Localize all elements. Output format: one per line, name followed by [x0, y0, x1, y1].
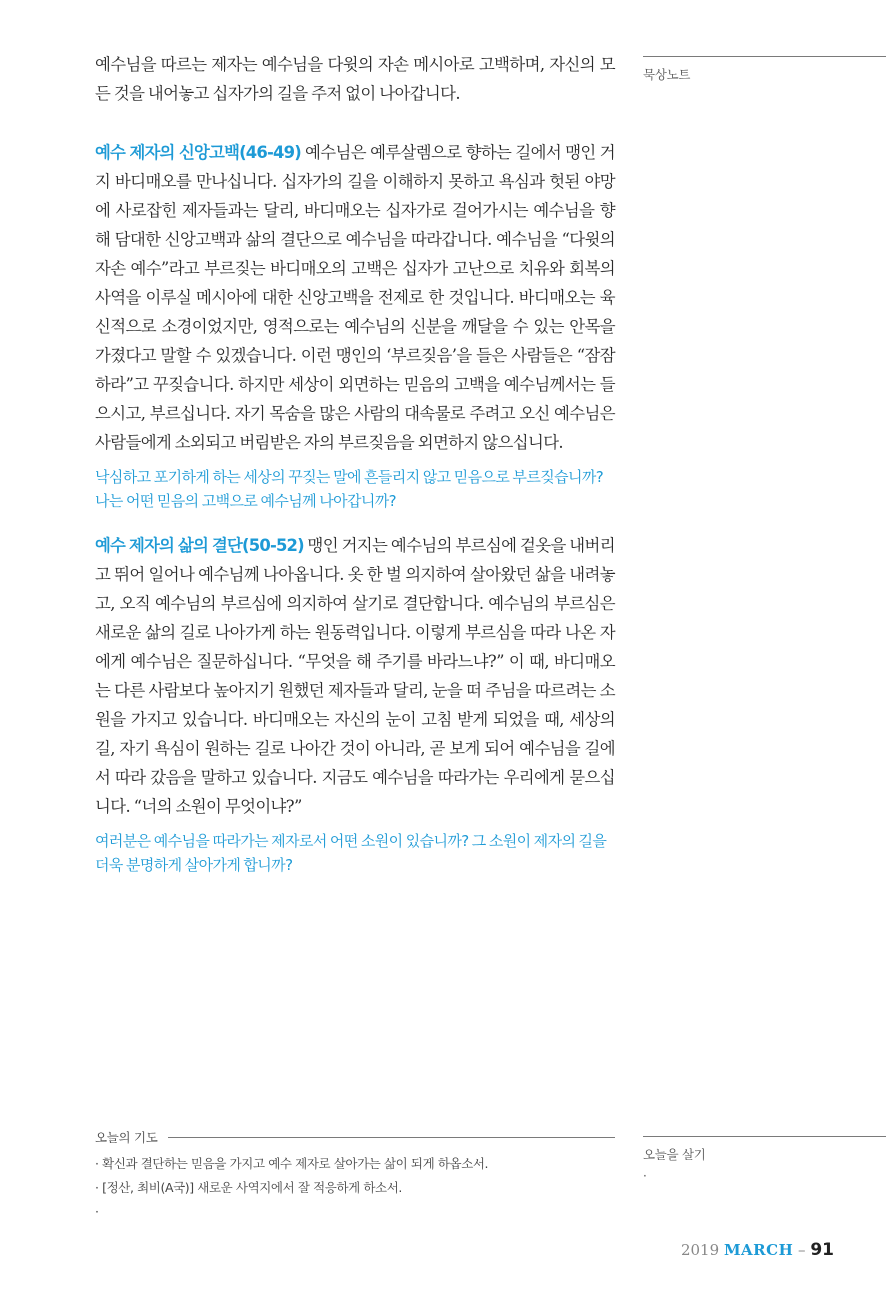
living-today-bullet: · [643, 1169, 647, 1183]
living-today-label: 오늘을 살기 [643, 1147, 706, 1162]
prayer-line-3: · [95, 1204, 99, 1219]
footer-dash: – [798, 1241, 806, 1259]
section1-question: 낙심하고 포기하게 하는 세상의 꾸짖는 말에 흔들리지 않고 믿음으로 부르짖습니까? 나는 어떤 믿음의 고백으로 예수님께 나아갑니까? [95, 468, 604, 510]
section2-text: 맹인 거지는 예수님의 부르심에 겉옷을 내버리고 뛰어 일어나 예수님께 나아옵니다. 옷 한 벌 의지하여 살아왔던 삶을 내려놓고, 오직 예수님의 부르심에 의지하여 살기로 결단합니다. 예수님의 부르심은 새로운 삶의 길로 나아가게 하는 원동력입니다. 이렇게 부르심을 따라 나온 자에게 예수님은 질문하십니다. “무엇을 해 주기를 바라느냐?” 이 때, 바디매오는 다른 사람보다 높아지기 원했던 제자들과 달리, 눈을 떠 주님을 따르려는 소원을 가지고 있습니다. 바디매오는 자신의 눈이 고침 받게 되었을 때, 세상의 길, 자기 욕심이 원하는 길로 나아간 것이 아니라, 곧 보게 되어 예수님을 길에서 따라 갔음을 말하고 있습니다. 지금도 예수님을 따라가는 우리에게 묻으십니다. “너의 소원이 무엇이냐?” [95, 536, 616, 816]
prayer-line-1: · 확신과 결단하는 믿음을 가지고 예수 제자로 살아가는 삶이 되게 하옵소서. [95, 1156, 489, 1171]
prayer-label: 오늘의 기도 [95, 1130, 158, 1145]
section1-text: 예수님은 예루살렘으로 향하는 길에서 맹인 거지 바디매오를 만나십니다. 십자가의 길을 이해하지 못하고 욕심과 헛된 야망에 사로잡힌 제자들과는 달리, 바디매오는 십자가로 걸어가시는 예수님을 향해 담대한 신앙고백과 삶의 결단으로 예수님을 따라갑니다. 예수님을 “다윗의 자손 예수”라고 부르짖는 바디매오의 고백은 십자가 고난으로 치유와 회복의 사역을 이루실 메시아에 대한 신앙고백을 전제로 한 것입니다. 바디매오는 육신적으로 소경이었지만, 영적으로는 예수님의 신분을 깨달을 수 있는 안목을 가졌다고 말할 수 있겠습니다. 이런 맹인의 ‘부르짖음’을 들은 사람들은 “잠잠하라”고 꾸짖습니다. 하지만 세상이 외면하는 믿음의 고백을 예수님께서는 들으시고, 부르십니다. 자기 목숨을 많은 사람의 대속물로 주려고 오신 예수님은 사람들에게 소외되고 버림받은 자의 부르짖음을 외면하지 않으십니다. [95, 143, 616, 452]
page-footer [681, 1240, 834, 1260]
meditation-note-label: 묵상노트 [643, 67, 691, 82]
section1-paragraph [95, 138, 615, 457]
meditation-note-rule [643, 56, 886, 57]
living-today-rule [643, 1136, 886, 1137]
page-number: 91 [810, 1240, 834, 1260]
meditation-note-area [643, 56, 886, 83]
section1-title: 예수 제자의 신앙고백(46-49) [95, 143, 301, 162]
living-today-area [643, 1136, 886, 1183]
prayer-line-2: · [정산, 최비(A국)] 새로운 사역지에서 잘 적응하게 하소서. [95, 1180, 402, 1195]
footer-year: 2019 [680, 1241, 720, 1259]
section2-paragraph [95, 531, 615, 821]
prayer-rule [168, 1137, 615, 1138]
footer-month: MARCH [723, 1241, 794, 1259]
prayer-section [95, 1128, 615, 1224]
section2-title: 예수 제자의 삶의 결단(50-52) [95, 536, 304, 555]
section2-question: 여러분은 예수님을 따라가는 제자로서 어떤 소원이 있습니까? 그 소원이 제자의 길을 더욱 분명하게 살아가게 합니까? [95, 832, 607, 874]
intro-paragraph: 예수님을 따르는 제자는 예수님을 다윗의 자손 메시아로 고백하며, 자신의 모든 것을 내어놓고 십자가의 길을 주저 없이 나아갑니다. [95, 55, 615, 103]
main-column [95, 50, 615, 877]
prayer-header [95, 1128, 615, 1146]
